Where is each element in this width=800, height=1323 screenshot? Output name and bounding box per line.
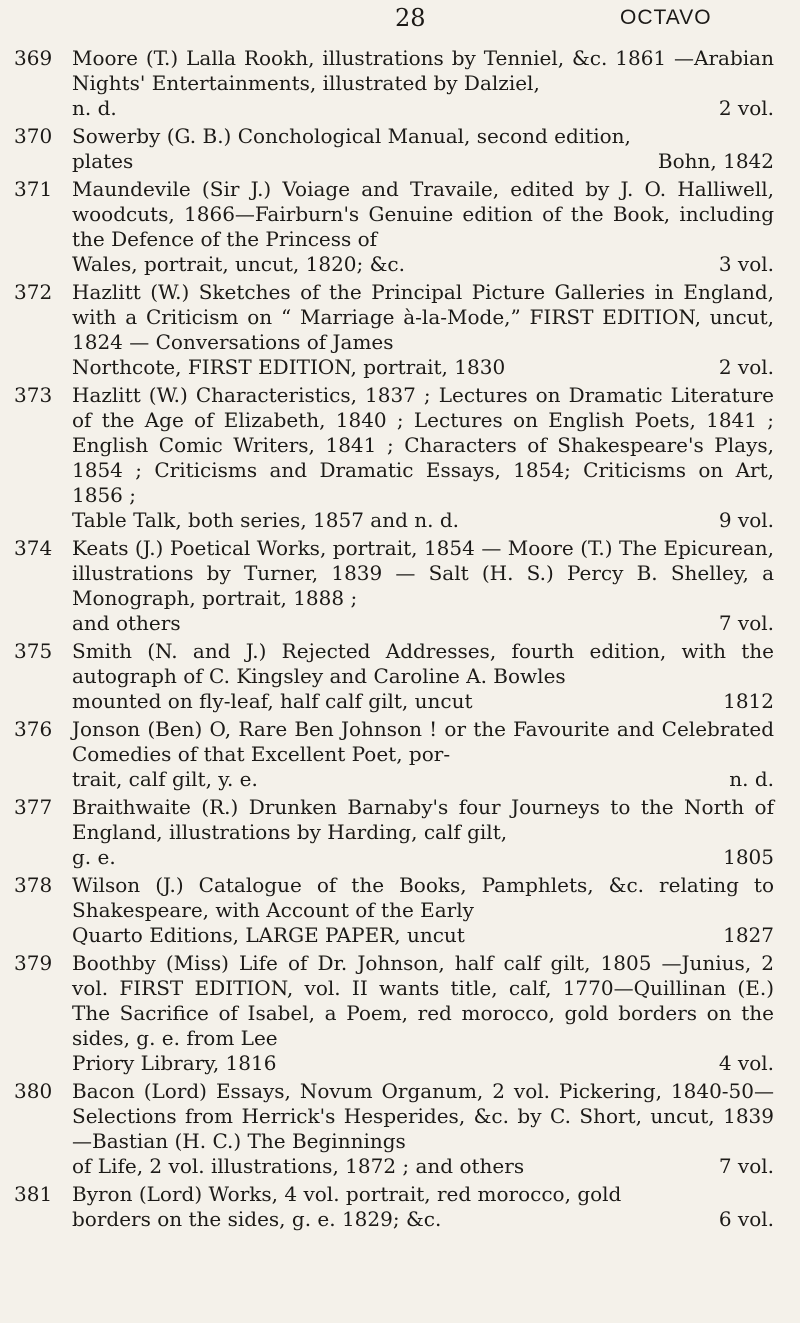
volume-count: 4 vol. xyxy=(718,1051,774,1075)
volume-count: 7 vol. xyxy=(718,611,774,635)
tail-text: n. d. xyxy=(72,96,117,120)
lot-description xyxy=(72,717,774,792)
description-text: Smith (N. and J.) Rejected Addresses, fourth edition, with the autograph of C. Kingsley and Caroline A. Bowles xyxy=(72,639,774,688)
description-tail xyxy=(72,96,774,121)
entry-list xyxy=(0,46,800,1235)
tail-text: g. e. xyxy=(72,845,116,869)
lot-number: 371 xyxy=(14,177,53,201)
description-text: Braithwaite (R.) Drunken Barnaby's four Journeys to the North of England, illustrations by Harding, calf gilt, xyxy=(72,795,774,844)
lot-description xyxy=(72,280,774,380)
tail-text: trait, calf gilt, y. e. xyxy=(72,767,258,791)
description-text: Keats (J.) Poetical Works, portrait, 1854 — Moore (T.) The Epicurean, illustrations by Turner, 1839 — Salt (H. S.) Percy B. Shelley, a Monograph, portrait, 1888 ; xyxy=(72,536,774,610)
description-tail xyxy=(72,355,774,380)
description-text: Hazlitt (W.) Characteristics, 1837 ; Lectures on Dramatic Literature of the Age of Elizabeth, 1840 ; Lectures on English Poets, 1841 ; English Comic Writers, 1841 ; Characters of Shakespeare's Plays, 1854 ; Criticisms and Dramatic Essays, 1854; Criticisms on Art, 1856 ; xyxy=(72,383,774,507)
lot-number: 378 xyxy=(14,873,53,897)
lot-description xyxy=(72,873,774,948)
catalogue-entry xyxy=(0,951,800,1076)
description-text: Sowerby (G. B.) Conchological Manual, second edition, xyxy=(72,124,631,148)
lot-number: 370 xyxy=(14,124,53,148)
catalogue-entry xyxy=(0,536,800,636)
tail-text: mounted on fly-leaf, half calf gilt, uncut xyxy=(72,689,473,713)
description-tail xyxy=(72,508,774,533)
description-tail xyxy=(72,689,774,714)
description-text: Moore (T.) Lalla Rookh, illustrations by Tenniel, &c. 1861 —Arabian Nights' Entertainments, illustrated by Dalziel, xyxy=(72,46,774,95)
description-text: Wilson (J.) Catalogue of the Books, Pamphlets, &c. relating to Shakespeare, with Account of the Early xyxy=(72,873,774,922)
tail-text: of Life, 2 vol. illustrations, 1872 ; and others xyxy=(72,1154,525,1178)
lot-number: 380 xyxy=(14,1079,53,1103)
description-text: Byron (Lord) Works, 4 vol. portrait, red morocco, gold xyxy=(72,1182,622,1206)
volume-count: Bohn, 1842 xyxy=(657,149,774,173)
page-number: 28 xyxy=(395,4,426,32)
lot-description xyxy=(72,124,774,174)
description-text: Jonson (Ben) O, Rare Ben Johnson ! or the Favourite and Celebrated Comedies of that Excellent Poet, por- xyxy=(72,717,774,766)
description-tail xyxy=(72,923,774,948)
lot-description xyxy=(72,177,774,277)
tail-text: and others xyxy=(72,611,181,635)
volume-count: 7 vol. xyxy=(718,1154,774,1178)
catalogue-entry xyxy=(0,717,800,792)
description-tail xyxy=(72,1051,774,1076)
volume-count: 3 vol. xyxy=(718,252,774,276)
lot-description xyxy=(72,46,774,121)
lot-number: 369 xyxy=(14,46,53,70)
volume-count: 1827 xyxy=(723,923,774,947)
volume-count: 6 vol. xyxy=(718,1207,774,1231)
lot-number: 376 xyxy=(14,717,53,741)
description-tail xyxy=(72,252,774,277)
catalogue-entry xyxy=(0,46,800,121)
description-text: Bacon (Lord) Essays, Novum Organum, 2 vol. Pickering, 1840-50—Selections from Herrick's Hesperides, &c. by C. Short, uncut, 1839—Bastian (H. C.) The Beginnings xyxy=(72,1079,774,1153)
description-tail xyxy=(72,1207,774,1232)
tail-text: Northcote, FIRST EDITION, portrait, 1830 xyxy=(72,355,506,379)
description-text: Hazlitt (W.) Sketches of the Principal Picture Galleries in England, with a Criticism on “ Marriage à-la-Mode,” FIRST EDITION, uncut, 1824 — Conversations of James xyxy=(72,280,774,354)
volume-count: n. d. xyxy=(729,767,774,791)
description-tail xyxy=(72,767,774,792)
lot-description xyxy=(72,795,774,870)
volume-count: 1812 xyxy=(723,689,774,713)
catalogue-entry xyxy=(0,873,800,948)
lot-description xyxy=(72,639,774,714)
lot-description xyxy=(72,536,774,636)
page-header xyxy=(0,0,800,40)
lot-description xyxy=(72,1079,774,1179)
lot-number: 372 xyxy=(14,280,53,304)
catalogue-entry xyxy=(0,280,800,380)
lot-number: 375 xyxy=(14,639,53,663)
description-tail xyxy=(72,1154,774,1179)
catalogue-entry xyxy=(0,1182,800,1232)
catalogue-entry xyxy=(0,639,800,714)
lot-number: 377 xyxy=(14,795,53,819)
catalogue-entry xyxy=(0,795,800,870)
lot-number: 374 xyxy=(14,536,53,560)
description-text: Boothby (Miss) Life of Dr. Johnson, half calf gilt, 1805 —Junius, 2 vol. FIRST EDITION, vol. II wants title, calf, 1770—Quillinan (E.) The Sacrifice of Isabel, a Poem, red morocco, gold borders on the sides, g. e. from Lee xyxy=(72,951,774,1050)
catalogue-entry xyxy=(0,124,800,174)
tail-text: Wales, portrait, uncut, 1820; &c. xyxy=(72,252,405,276)
catalogue-entry xyxy=(0,1079,800,1179)
lot-number: 373 xyxy=(14,383,53,407)
description-tail xyxy=(72,845,774,870)
catalogue-entry xyxy=(0,177,800,277)
volume-count: 9 vol. xyxy=(718,508,774,532)
description-text: Maundevile (Sir J.) Voiage and Travaile, edited by J. O. Halliwell, woodcuts, 1866—Fairburn's Genuine edition of the Book, including the Defence of the Princess of xyxy=(72,177,774,251)
lot-description xyxy=(72,1182,774,1232)
tail-text: Table Talk, both series, 1857 and n. d. xyxy=(72,508,460,532)
volume-count: 2 vol. xyxy=(718,355,774,379)
catalogue-entry xyxy=(0,383,800,533)
description-tail xyxy=(72,149,774,174)
tail-text: borders on the sides, g. e. 1829; &c. xyxy=(72,1207,442,1231)
section-title: OCTAVO xyxy=(620,6,712,29)
description-tail xyxy=(72,611,774,636)
lot-number: 379 xyxy=(14,951,53,975)
volume-count: 1805 xyxy=(723,845,774,869)
lot-description xyxy=(72,383,774,533)
tail-text: plates xyxy=(72,149,134,173)
volume-count: 2 vol. xyxy=(718,96,774,120)
lot-number: 381 xyxy=(14,1182,53,1206)
tail-text: Priory Library, 1816 xyxy=(72,1051,277,1075)
tail-text: Quarto Editions, LARGE PAPER, uncut xyxy=(72,923,465,947)
lot-description xyxy=(72,951,774,1076)
